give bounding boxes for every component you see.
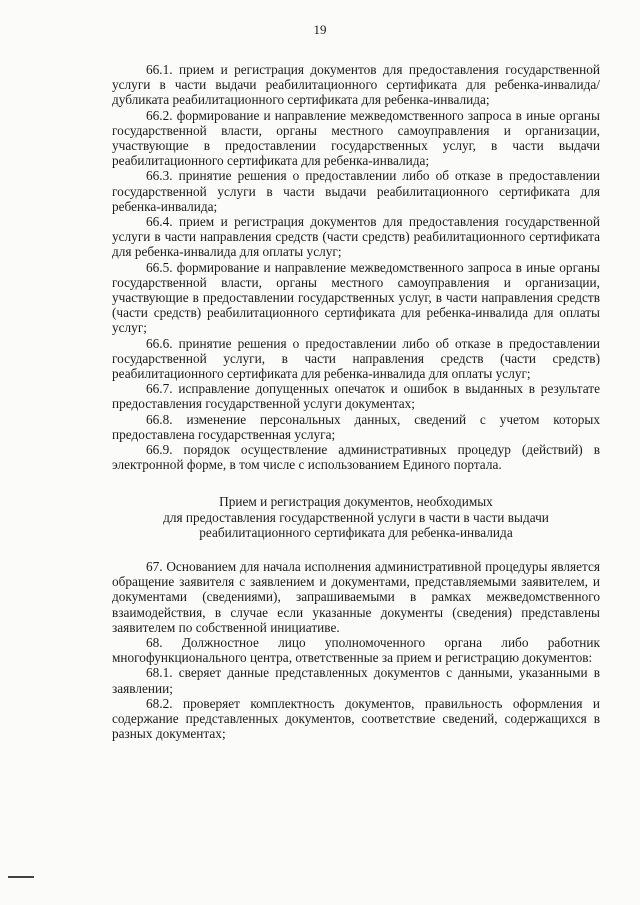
section-heading-line-2: для предоставления государственной услуги в части в части выдачи — [163, 509, 549, 525]
paragraph-66-6: 66.6. принятие решения о предоставлении либо об отказе в предоставлении государственной услуги, в части направления средств (части средств) реабилитационного сертификата для ребенка-инвалида для оплаты услуг; — [112, 335, 600, 382]
paragraph-68-1: 68.1. сверяет данные представленных документов с данными, указанными в заявлении; — [112, 665, 600, 696]
paragraph-66-8: 66.8. изменение персональных данных, сведений с учетом которых предоставлена государственная услуга; — [112, 411, 600, 442]
section-heading-line-1: Прием и регистрация документов, необходимых — [219, 494, 493, 510]
section-heading — [112, 494, 600, 541]
paragraph-67: 67. Основанием для начала исполнения административной процедуры является обращение заявителя с заявлением и документами, представляемыми заявителем, и документами (сведениями), запрашиваемыми в рамках межведомственного взаимодействия, в случае если указанные документы (сведения) представлены заявителем по собственной инициативе. — [112, 558, 600, 635]
paragraph-66-9: 66.9. порядок осуществление административных процедур (действий) в электронной форме, в том числе с использованием Единого портала. — [112, 442, 600, 473]
paragraph-68-2: 68.2. проверяет комплектность документов, правильность оформления и содержание представленных документов, соответствие сведений, содержащихся в разных документах; — [112, 695, 600, 742]
paragraph-66-3: 66.3. принятие решения о предоставлении либо об отказе в предоставлении государственной услуги в части выдачи реабилитационного сертификата для ребенка-инвалида; — [112, 168, 600, 214]
paragraph-66-5: 66.5. формирование и направление межведомственного запроса в иные органы государственной власти, органы местного самоуправления и организации, участвующие в предоставлении государственных услуг, в части направления средств (части средств) реабилитационного сертификата для ребенка-инвалида для оплаты услуг; — [112, 259, 600, 336]
scan-edge-mark — [8, 876, 34, 878]
paragraph-66-4: 66.4. прием и регистрация документов для предоставления государственной услуги в части направления средств (части средств) реабилитационного сертификата для ребенка-инвалида для оплаты услуг; — [112, 214, 600, 260]
document-body — [112, 62, 600, 741]
paragraph-66-2: 66.2. формирование и направление межведомственного запроса в иные органы государственной власти, органы местного самоуправления и организации, участвующие в предоставлении государственных услуг, в части выдачи реабилитационного сертификата для ребенка-инвалида; — [112, 107, 600, 169]
paragraph-66-1: 66.1. прием и регистрация документов для предоставления государственной услуги в части выдачи реабилитационного сертификата для ребенка-инвалида/дубликата реабилитационного сертификата для ребенка-инвалида; — [112, 62, 600, 108]
paragraph-66-7: 66.7. исправление допущенных опечаток и ошибок в выданных в результате предоставления государственной услуги документах; — [112, 381, 600, 412]
paragraph-68: 68. Должностное лицо уполномоченного органа либо работник многофункционального центра, ответственные за прием и регистрацию документов: — [112, 635, 600, 666]
page-number: 19 — [313, 22, 327, 37]
section-heading-line-3: реабилитационного сертификата для ребенка-инвалида — [199, 525, 513, 541]
